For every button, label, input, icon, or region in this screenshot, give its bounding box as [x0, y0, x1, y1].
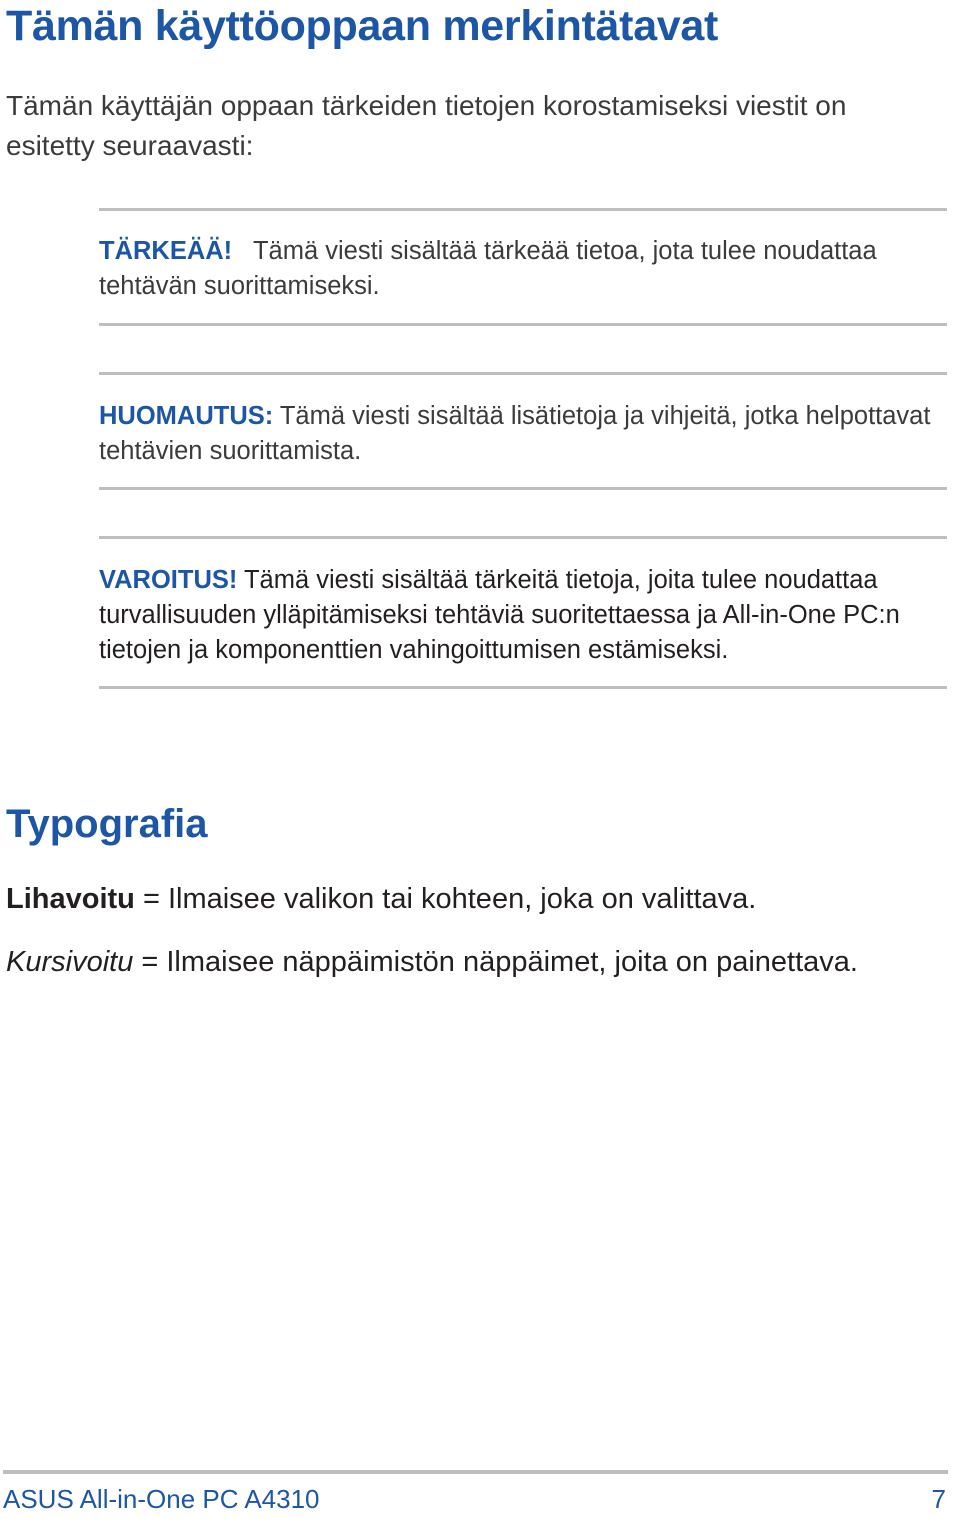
note-text: Tämä viesti sisältää lisätietoja ja vihjeitä, jotka helpottavat tehtävien suorittamista.	[99, 402, 931, 465]
typography-bold-line	[6, 880, 756, 918]
bold-description: = Ilmaisee valikon tai kohteen, joka on valittava.	[134, 883, 757, 915]
note-notice	[99, 399, 949, 469]
note-label: HUOMAUTUS:	[99, 402, 274, 430]
warning-text: Tämä viesti sisältää tärkeitä tietoja, joita tulee noudattaa turvallisuuden ylläpitämiseksi tehtäviä suoritettaessa ja All-in-One PC:n tietojen ja komponenttien vahingoittumisen estämiseksi.	[99, 566, 900, 664]
warning-label: VAROITUS!	[99, 566, 238, 594]
important-text: Tämä viesti sisältää tärkeää tietoa, jota tulee noudattaa tehtävän suorittamiseksi.	[99, 237, 877, 300]
warning-bottom-divider	[99, 686, 947, 689]
important-bottom-divider	[99, 323, 947, 326]
page-number: 7	[931, 1484, 946, 1514]
italic-description: = Ilmaisee näppäimistön näppäimet, joita on painettava.	[133, 946, 858, 978]
page-title: Tämän käyttöoppaan merkintätavat	[6, 2, 719, 50]
italic-term: Kursivoitu	[6, 946, 134, 978]
important-notice	[99, 234, 949, 304]
typography-italic-line	[6, 943, 858, 981]
typography-heading: Typografia	[6, 802, 208, 846]
note-bottom-divider	[99, 487, 947, 490]
footer-product-name: ASUS All-in-One PC A4310	[3, 1484, 320, 1514]
warning-notice	[99, 563, 949, 668]
bold-term: Lihavoitu	[6, 883, 135, 915]
intro-paragraph: Tämän käyttäjän oppaan tärkeiden tietojen korostamiseksi viestit on esitetty seuraavasti:	[6, 90, 847, 161]
warning-top-divider	[99, 536, 947, 539]
important-label: TÄRKEÄÄ!	[99, 237, 233, 265]
important-top-divider	[99, 208, 947, 211]
note-top-divider	[99, 372, 947, 375]
footer-divider	[3, 1470, 948, 1474]
